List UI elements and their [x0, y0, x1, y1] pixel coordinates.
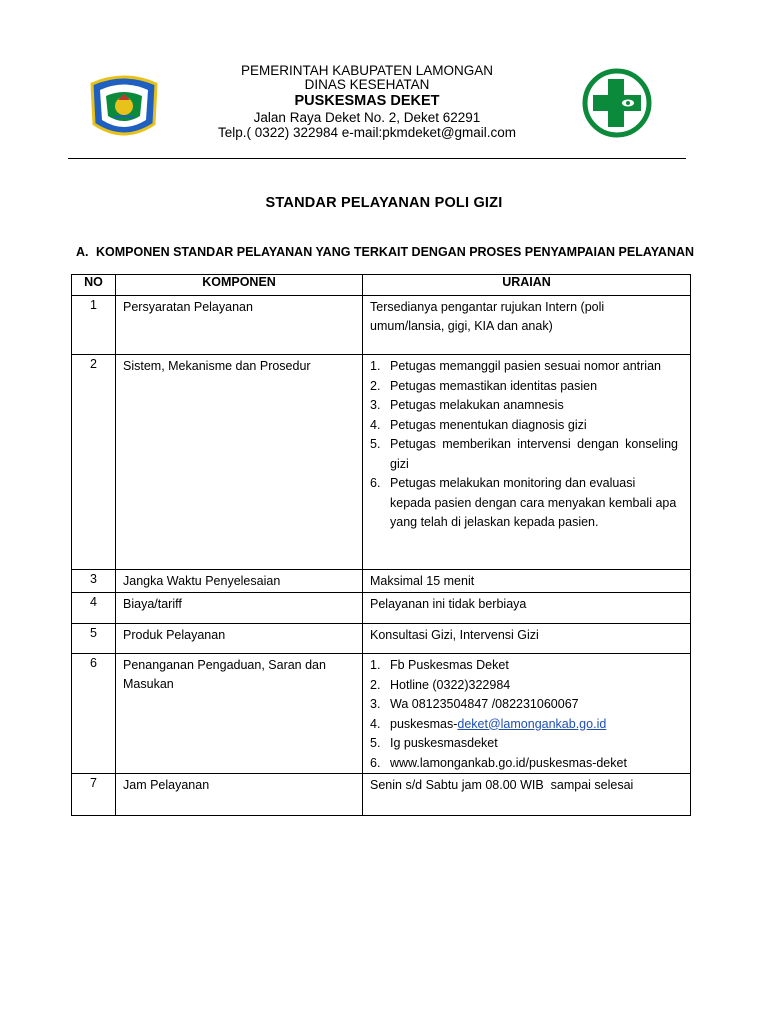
row-number: 7: [72, 774, 116, 816]
row-komponen: Sistem, Mekanisme dan Prosedur: [116, 355, 363, 570]
row-komponen: Jangka Waktu Penyelesaian: [116, 570, 363, 593]
service-standard-table: [71, 274, 691, 816]
letterhead-institution: PUSKESMAS DEKET: [294, 93, 440, 109]
row-komponen: Penanganan Pengaduan, Saran dan Masukan: [116, 654, 363, 774]
table-row: [72, 624, 691, 654]
puskesmas-cross-logo: [572, 65, 662, 141]
list-item: 2. Hotline (0322)322984: [370, 677, 511, 692]
document-title: STANDAR PELAYANAN POLI GIZI: [265, 195, 503, 211]
row-number: 6: [72, 654, 116, 774]
table-row: [72, 355, 691, 570]
letterhead: [160, 63, 574, 140]
email-link[interactable]: deket@lamongankab.go.id: [457, 716, 607, 731]
table-row: [72, 570, 691, 593]
regency-seal-logo: [84, 66, 164, 146]
procedure-list: [370, 357, 678, 533]
list-item: 5. Petugas memberikan intervensi dengan konseling gizi: [370, 437, 678, 471]
header-komponen: KOMPONEN: [116, 275, 363, 296]
list-item: 4. puskesmas-deket@lamongankab.go.id: [370, 716, 607, 731]
header-no: NO: [72, 275, 116, 296]
table-row: [72, 774, 691, 816]
list-item: 2. Petugas memastikan identitas pasien: [370, 378, 598, 393]
row-komponen: Produk Pelayanan: [116, 624, 363, 654]
row-uraian: [363, 355, 691, 570]
letterhead-address: Jalan Raya Deket No. 2, Deket 62291: [253, 110, 481, 125]
header-uraian: URAIAN: [363, 275, 691, 296]
row-uraian: Konsultasi Gizi, Intervensi Gizi: [363, 624, 691, 654]
header-divider: [68, 158, 686, 159]
letterhead-contact: Telp.( 0322) 322984 e-mail:pkmdeket@gmail.com: [217, 125, 517, 140]
row-number: 5: [72, 624, 116, 654]
list-item: 1. Fb Puskesmas Deket: [370, 658, 509, 672]
table-row: [72, 654, 691, 774]
row-komponen: Persyaratan Pelayanan: [116, 296, 363, 355]
complaint-channel-list: [370, 656, 678, 773]
row-uraian: Tersedianya pengantar rujukan Intern (poli umum/lansia, gigi, KIA dan anak): [363, 296, 691, 355]
section-text: KOMPONEN STANDAR PELAYANAN YANG TERKAIT DENGAN PROSES PENYAMPAIAN PELAYANAN: [96, 245, 695, 259]
list-item: 3. Wa 08123504847 /082231060067: [370, 697, 579, 711]
list-item: 6. Petugas melakukan monitoring dan evaluasi kepada pasien dengan cara menyakan kembali apa yang telah di jelaskan kepada pasien.: [370, 476, 677, 529]
letterhead-government: PEMERINTAH KABUPATEN LAMONGAN: [240, 63, 494, 78]
table-row: [72, 593, 691, 624]
table-row: [72, 296, 691, 355]
row-komponen: Biaya/tariff: [116, 593, 363, 624]
row-komponen: Jam Pelayanan: [116, 774, 363, 816]
row-uraian: Pelayanan ini tidak berbiaya: [363, 593, 691, 624]
list-item: 1. Petugas memanggil pasien sesuai nomor antrian: [370, 359, 661, 373]
list-item: 6. www.lamongankab.go.id/puskesmas-deket: [370, 755, 627, 770]
row-number: 1: [72, 296, 116, 355]
list-item: 4. Petugas menentukan diagnosis gizi: [370, 417, 587, 432]
section-letter: A.: [76, 245, 89, 259]
table-header-row: [72, 275, 691, 296]
row-uraian: Maksimal 15 menit: [363, 570, 691, 593]
list-item: 5. Ig puskesmasdeket: [370, 736, 498, 750]
row-uraian: Senin s/d Sabtu jam 08.00 WIB sampai selesai: [363, 774, 691, 816]
row-uraian: [363, 654, 691, 774]
list-item: 3. Petugas melakukan anamnesis: [370, 398, 564, 412]
row-number: 3: [72, 570, 116, 593]
row-number: 4: [72, 593, 116, 624]
letterhead-department: DINAS KESEHATAN: [304, 77, 430, 92]
row-number: 2: [72, 355, 116, 570]
